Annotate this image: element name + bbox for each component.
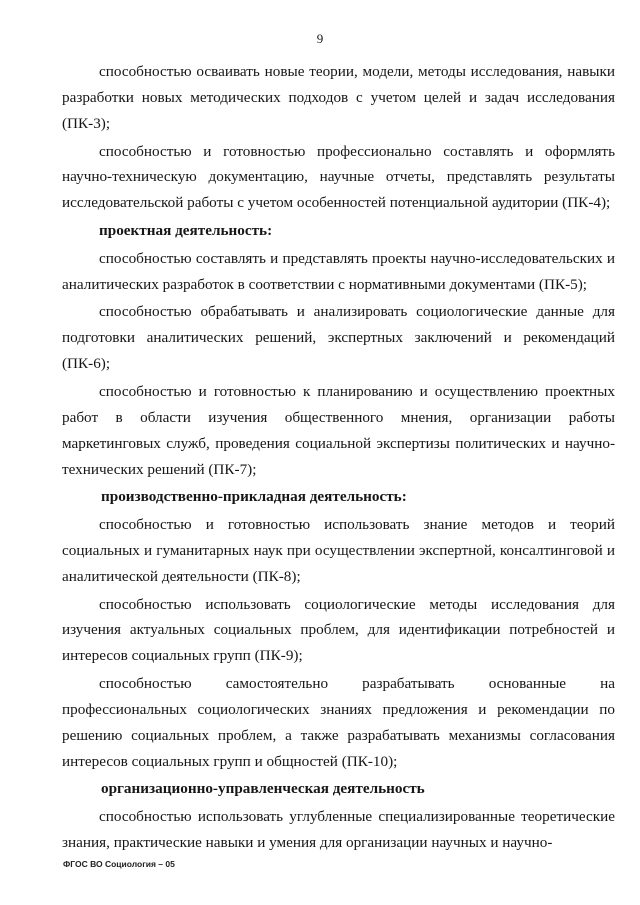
page-number: 9: [316, 31, 324, 46]
competency-pk9: способностью использовать социологические методы исследования для изучения актуальных социальных проблем, для идентификации потребностей и интересов социальных групп (ПК-9);: [62, 595, 615, 665]
competency-pk4: способностью и готовностью профессионально составлять и оформлять научно-техническую документацию, научные отчеты, представлять результаты исследовательской работы с учетом особенностей потенциальной аудитории (ПК-4);: [62, 142, 615, 212]
competency-pk7: способностью и готовностью к планированию и осуществлению проектных работ в области изучения общественного мнения, организации работы маркетинговых служб, проведения социальной экспертизы политических и научно-технических решений (ПК-7);: [62, 382, 615, 478]
competency-pk5: способностью составлять и представлять проекты научно-исследовательских и аналитических разработок в соответствии с нормативными документами (ПК-5);: [62, 249, 615, 293]
section-heading-management: организационно-управленческая деятельность: [101, 780, 425, 798]
document-body: [62, 59, 615, 858]
section-heading-project: проектная деятельность:: [99, 222, 273, 240]
competency-pk8: способностью и готовностью использовать знание методов и теорий социальных и гуманитарных наук при осуществлении экспертной, консалтинговой и аналитической деятельности (ПК-8);: [62, 515, 615, 585]
section-heading-applied: производственно-прикладная деятельность:: [101, 488, 407, 506]
competency-pk6: способностью обрабатывать и анализировать социологические данные для подготовки аналитических решений, экспертных заключений и рекомендаций (ПК-6);: [62, 303, 615, 373]
page-footer: ФГОС ВО Социология – 05: [63, 859, 175, 869]
competency-pk3: способностью осваивать новые теории, модели, методы исследования, навыки разработки новых методических подходов с учетом целей и задач исследования (ПК-3);: [62, 63, 615, 132]
competency-pk10: способностью самостоятельно разрабатывать основанные на профессиональных социологических знаниях предложения и рекомендации по решению социальных проблем, а также разрабатывать механизмы согласования интересов социальных групп и общностей (ПК-10);: [62, 675, 615, 770]
competency-continued: способностью использовать углубленные специализированные теоретические знания, практические навыки и умения для организации научных и научно-: [62, 808, 615, 852]
